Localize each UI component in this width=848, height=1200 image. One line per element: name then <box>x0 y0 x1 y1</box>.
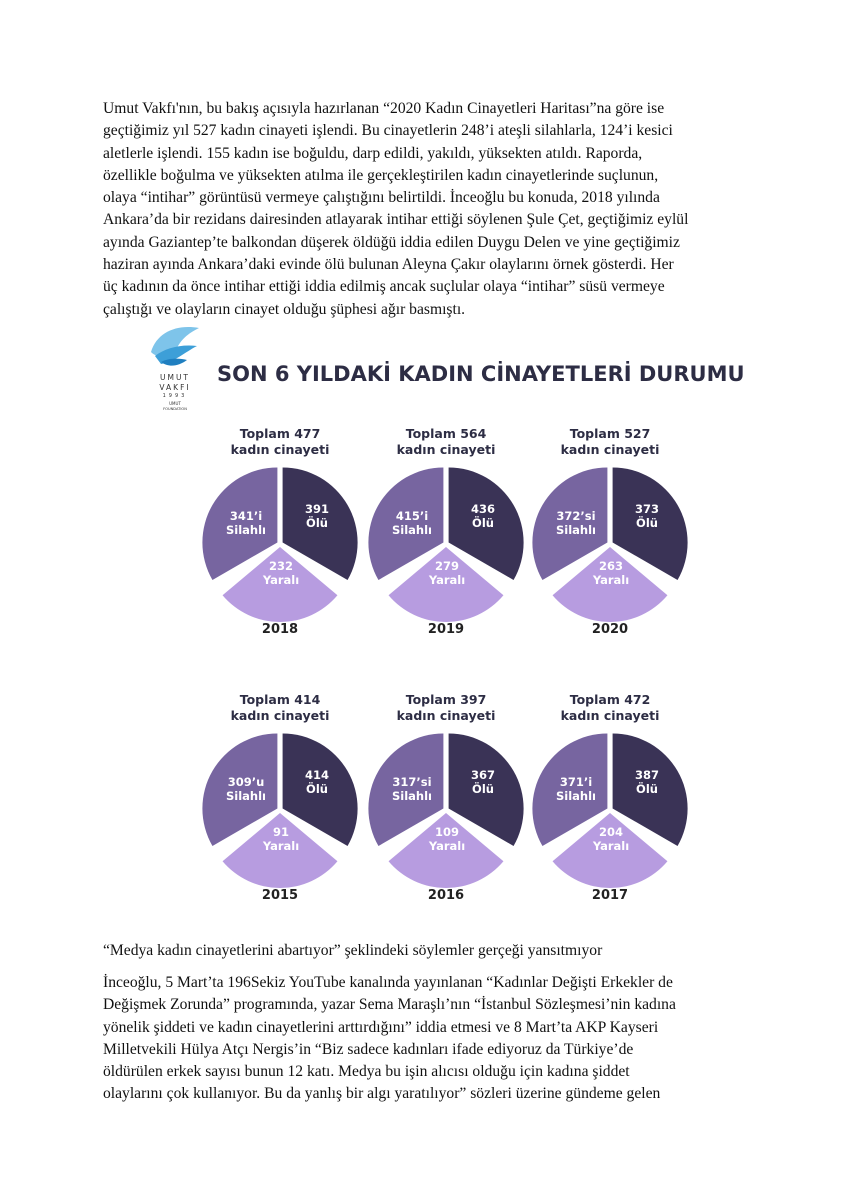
total-count: Toplam 472 <box>569 692 651 707</box>
text-line: aletlerle işlendi. 155 kadın ise boğuldu, darp edildi, yakıldı, yüksekten atıldı. Raporda, <box>103 144 643 162</box>
logo-text: UMUT <box>169 401 181 406</box>
total-caption: kadın cinayeti <box>230 708 330 723</box>
slice-label-olu <box>458 502 508 530</box>
slice-label-yarali <box>417 825 477 853</box>
total-caption: kadın cinayeti <box>560 442 660 457</box>
text-line: üç kadının da önce intihar ettiği iddia edilmiş ancak suçlular olaya “intihar” süsü vermeye <box>103 278 665 296</box>
text-line: Milletvekili Hülya Atçı Nergis’in “Biz sadece kadınları ifade ediyoruz da Türkiye’de <box>103 1040 634 1058</box>
total-caption: kadın cinayeti <box>396 442 496 457</box>
slice-category: Silahlı <box>226 523 266 537</box>
pie-graphic <box>366 730 526 890</box>
pie-year-label: 2018 <box>261 622 299 637</box>
slice-category: Ölü <box>306 782 328 796</box>
pie-chart-2016 <box>361 692 531 912</box>
slice-value: 391 <box>304 502 329 516</box>
slice-category: Ölü <box>636 782 658 796</box>
text-line: haziran ayında Ankara’daki evinde ölü bulunan Aleyna Çakır olaylarını örnek gösterdi. Her <box>103 256 674 274</box>
slice-value: 232 <box>268 559 293 573</box>
slice-category: Yaralı <box>262 839 300 853</box>
slice-label-olu <box>622 502 672 530</box>
slice-label-yarali <box>251 559 311 587</box>
text-line: olaylarını çok kullanıyor. Bu da yanlış bir algı yaratılıyor” sözleri üzerine gündeme gelen <box>103 1085 661 1103</box>
slice-label-silahli <box>382 509 442 537</box>
total-count: Toplam 477 <box>239 426 321 441</box>
slice-category: Yaralı <box>428 573 466 587</box>
text-line: Ankara’da bir rezidans dairesinden atlayarak intihar ettiği söylenen Şule Çet, geçtiğimiz eylül <box>103 211 689 229</box>
pie-graphic <box>366 464 526 624</box>
dove-icon <box>147 322 203 372</box>
pie-chart-2020 <box>525 426 695 646</box>
slice-label-silahli <box>546 509 606 537</box>
total-caption: kadın cinayeti <box>230 442 330 457</box>
slice-value: 279 <box>434 559 459 573</box>
text-line: öldürülen erkek sayısı bunun 12 katı. Medya bu işin alıcısı olduğu için kadına şiddet <box>103 1063 630 1081</box>
slice-category: Yaralı <box>592 839 630 853</box>
pie-total-label <box>361 426 531 458</box>
paragraph-umut-vakfi <box>103 98 743 321</box>
pie-total-label <box>195 692 365 724</box>
total-count: Toplam 397 <box>405 692 487 707</box>
pie-year-label: 2019 <box>427 622 465 637</box>
umut-vakfi-logo <box>147 322 203 434</box>
slice-value: 387 <box>634 768 659 782</box>
pie-graphic <box>200 730 360 890</box>
logo-text: FOUNDATION <box>163 407 187 411</box>
slice-category: Yaralı <box>592 573 630 587</box>
section-heading: “Medya kadın cinayetlerini abartıyor” şeklindeki söylemler gerçeği yansıtmıyor <box>103 942 603 959</box>
slice-label-silahli <box>216 509 276 537</box>
text-line: Değişmek Zorunda” programında, yazar Sema Maraşlı’nın “İstanbul Sözleşmesi’nin kadına <box>103 996 676 1014</box>
pie-total-label <box>525 692 695 724</box>
slice-category: Ölü <box>306 516 328 530</box>
slice-value: 436 <box>470 502 495 516</box>
slice-label-silahli <box>382 775 442 803</box>
pie-graphic <box>200 464 360 624</box>
slice-value: 371’i <box>559 775 593 789</box>
slice-value: 309’u <box>227 775 265 789</box>
pie-year-label: 2016 <box>427 888 465 903</box>
slice-value: 341’i <box>229 509 263 523</box>
slice-category: Silahlı <box>226 789 266 803</box>
total-count: Toplam 564 <box>405 426 487 441</box>
slice-value: 263 <box>598 559 623 573</box>
text-line: Umut Vakfı'nın, bu bakış açısıyla hazırlanan “2020 Kadın Cinayetleri Haritası”na göre ise <box>103 100 665 117</box>
slice-label-olu <box>292 768 342 796</box>
total-count: Toplam 527 <box>569 426 651 441</box>
slice-category: Ölü <box>472 516 494 530</box>
text-line: olaya “intihar” görüntüsü vermeye çalıştığını belirtildi. İnceoğlu bu konuda, 2018 yılında <box>103 189 660 207</box>
slice-value: 367 <box>470 768 495 782</box>
slice-category: Ölü <box>472 782 494 796</box>
pie-chart-2019 <box>361 426 531 646</box>
pie-chart-2018 <box>195 426 365 646</box>
slice-value: 204 <box>598 825 623 839</box>
slice-label-olu <box>622 768 672 796</box>
slice-value: 91 <box>272 825 289 839</box>
slice-label-yarali <box>581 825 641 853</box>
slice-category: Ölü <box>636 516 658 530</box>
slice-label-olu <box>458 768 508 796</box>
text-line: geçtiğimiz yıl 527 kadın cinayeti işlendi. Bu cinayetlerin 248’i ateşli silahlarla, 124’i kesici <box>103 122 673 140</box>
slice-value: 372’si <box>556 509 596 523</box>
slice-category: Silahlı <box>392 789 432 803</box>
total-caption: kadın cinayeti <box>396 708 496 723</box>
total-caption: kadın cinayeti <box>560 708 660 723</box>
slice-label-silahli <box>546 775 606 803</box>
pie-graphic <box>530 464 690 624</box>
slice-category: Silahlı <box>556 523 596 537</box>
slice-category: Yaralı <box>262 573 300 587</box>
slice-label-yarali <box>251 825 311 853</box>
text-line: yönelik şiddeti ve kadın cinayetlerini arttırdığını” iddia etmesi ve 8 Mart’ta AKP Kayseri <box>103 1018 659 1036</box>
text-line: çalıştığı ve olayların cinayet olduğu şüphesi ağır basmıştı. <box>103 300 466 318</box>
slice-category: Yaralı <box>428 839 466 853</box>
pie-total-label <box>525 426 695 458</box>
logo-text: UMUT <box>159 373 191 382</box>
pie-chart-2015 <box>195 692 365 912</box>
logo-text: 1993 <box>162 393 188 399</box>
total-count: Toplam 414 <box>239 692 321 707</box>
slice-category: Silahlı <box>392 523 432 537</box>
paragraph-inceoglu <box>103 972 743 1106</box>
pie-year-label: 2020 <box>591 622 629 637</box>
slice-value: 109 <box>434 825 459 839</box>
pie-graphic <box>530 730 690 890</box>
slice-label-yarali <box>581 559 641 587</box>
pie-year-label: 2017 <box>591 888 629 903</box>
infographic-title: SON 6 YILDAKİ KADIN CİNAYETLERİ DURUMU <box>217 362 745 386</box>
slice-label-yarali <box>417 559 477 587</box>
text-line: ayında Gaziantep’te balkondan düşerek öldüğü iddia edilen Duygu Delen ve yine geçtiğimiz <box>103 233 680 251</box>
slice-value: 373 <box>634 502 659 516</box>
pie-year-label: 2015 <box>261 888 299 903</box>
infographic-kadin-cinayetleri <box>147 322 745 937</box>
text-line: İnceoğlu, 5 Mart’ta 196Sekiz YouTube kanalında yayınlanan “Kadınlar Değişti Erkekler de <box>103 974 673 991</box>
slice-label-silahli <box>216 775 276 803</box>
text-line: özellikle boğulma ve yüksekten atılma ile gerçekleştirilen kadın cinayetlerinde suçlunun, <box>103 166 659 184</box>
pie-total-label <box>195 426 365 458</box>
slice-value: 414 <box>304 768 329 782</box>
slice-category: Silahlı <box>556 789 596 803</box>
pie-chart-2017 <box>525 692 695 912</box>
logo-text: VAKFI <box>159 383 191 392</box>
pie-total-label <box>361 692 531 724</box>
slice-value: 415’i <box>395 509 429 523</box>
slice-label-olu <box>292 502 342 530</box>
slice-value: 317’si <box>392 775 432 789</box>
